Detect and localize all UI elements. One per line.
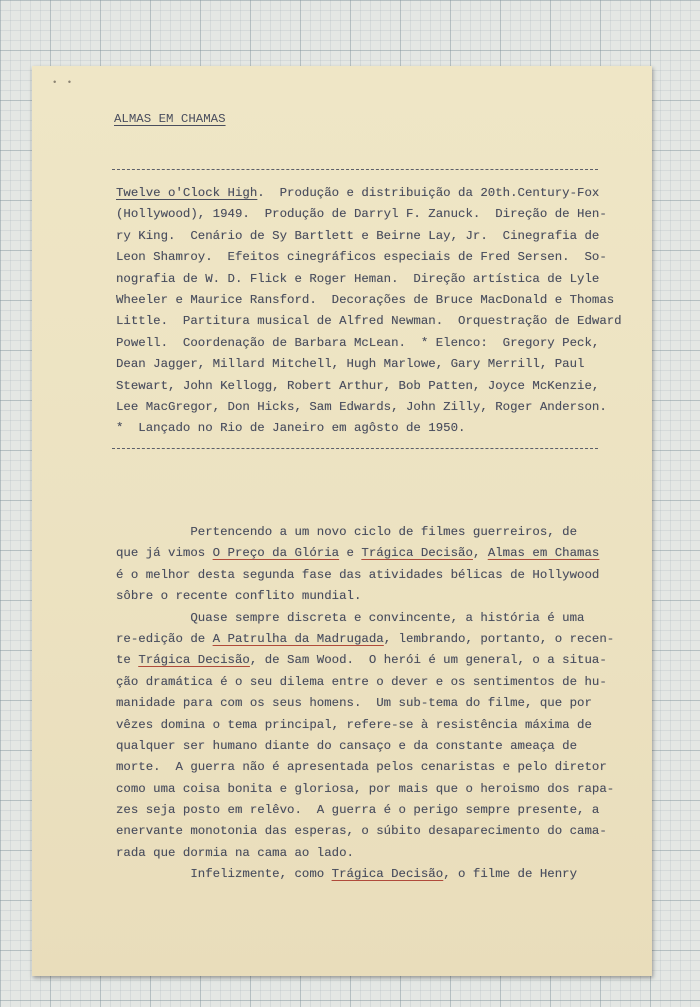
typed-text: Little. Partitura musical de Alfred Newman. Orquestração de Edward: [116, 314, 622, 329]
review-line: [116, 843, 616, 864]
film-title-reference: O Preço da Glória: [212, 546, 340, 561]
typed-text: nografia de W. D. Flick e Roger Heman. Direção artística de Lyle: [116, 271, 600, 286]
review-line: [116, 565, 616, 586]
typed-text: vêzes domina o tema principal, refere-se à resistência máxima de: [116, 717, 592, 732]
typed-text: zes seja posto em relêvo. A guerra é o perigo sempre presente, a: [116, 803, 600, 818]
typed-text: Infelizmente, como: [116, 867, 332, 882]
typed-text: sôbre o recente conflito mundial.: [116, 589, 362, 604]
divider-top: [112, 169, 598, 170]
typed-text: * Lançado no Rio de Janeiro em agôsto de 1950.: [116, 421, 466, 436]
typed-text: enervante monotonia das esperas, o súbito desaparecimento do cama-: [116, 824, 607, 839]
credits-line: [116, 226, 616, 247]
typed-text: Quase sempre discreta e convincente, a história é uma: [116, 610, 585, 625]
review-line: [116, 779, 616, 800]
typed-text: manidade para com os seus homens. Um sub-tema do filme, que por: [116, 696, 592, 711]
review-line: [116, 736, 616, 757]
typed-text: , o filme de Henry: [443, 867, 578, 882]
typed-text: re-edição de: [116, 631, 213, 646]
credits-line: [116, 397, 616, 418]
typed-text: Stewart, John Kellogg, Robert Arthur, Bob Patten, Joyce McKenzie,: [116, 378, 600, 393]
review-line: [116, 650, 616, 671]
typed-text: , lembrando, portanto, o recen-: [383, 631, 615, 646]
credits-line: [116, 183, 616, 204]
typed-text: (Hollywood), 1949. Produção de Darryl F. Zanuck. Direção de Hen-: [116, 207, 607, 222]
credits-line: [116, 354, 616, 375]
review-line: [116, 821, 616, 842]
typed-text: que já vimos: [116, 546, 213, 561]
review-line: [116, 629, 616, 650]
review-line: [116, 543, 616, 564]
film-title-reference: Trágica Decisão: [361, 546, 473, 561]
typed-text: morte. A guerra não é apresentada pelos cenaristas e pelo diretor: [116, 760, 607, 775]
review-line: [116, 672, 616, 693]
typed-text: ry King. Cenário de Sy Bartlett e Beirne Lay, Jr. Cinegrafia de: [116, 228, 600, 243]
punch-marks: • •: [52, 78, 75, 88]
typed-text: Dean Jagger, Millard Mitchell, Hugh Marlowe, Gary Merrill, Paul: [116, 357, 585, 372]
divider-bottom: [112, 448, 598, 449]
credits-line: [116, 269, 616, 290]
review-body: [116, 522, 616, 886]
typed-text: como uma coisa bonita e gloriosa, por mais que o heroismo dos rapa-: [116, 781, 615, 796]
typewritten-page: [32, 66, 652, 976]
review-line: [116, 757, 616, 778]
typed-text: ção dramática é o seu dilema entre o dever e os sentimentos de hu-: [116, 674, 607, 689]
credits-line: [116, 247, 616, 268]
typed-text: Powell. Coordenação de Barbara McLean. * Elenco: Gregory Peck,: [116, 335, 600, 350]
review-line: [116, 693, 616, 714]
credits-line: [116, 311, 622, 332]
typed-text: rada que dormia na cama ao lado.: [116, 845, 354, 860]
review-line: [116, 608, 616, 629]
typed-text: é o melhor desta segunda fase das atividades bélicas de Hollywood: [116, 567, 600, 582]
credits-line: [116, 376, 616, 397]
credits-line: [116, 204, 616, 225]
film-title-reference: Trágica Decisão: [138, 653, 250, 668]
typed-text: ,: [472, 546, 488, 561]
typed-text: qualquer ser humano diante do cansaço e da constante ameaça de: [116, 738, 578, 753]
film-title-underlined: Twelve o'Clock High: [116, 186, 258, 200]
film-credits-block: [116, 183, 622, 440]
typed-text: , de Sam Wood. O herói é um general, o a situa-: [249, 653, 607, 668]
typed-text: te: [116, 653, 139, 668]
review-line: [116, 522, 616, 543]
review-line: [116, 864, 616, 885]
credits-line: [116, 290, 616, 311]
typed-text: . Produção e distribuição da 20th.Century-Fox: [257, 186, 600, 200]
typed-text: Wheeler e Maurice Ransford. Decorações de Bruce MacDonald e Thomas: [116, 292, 615, 307]
page-title: ALMAS EM CHAMAS: [114, 112, 226, 126]
review-line: [116, 586, 616, 607]
credits-line: [116, 418, 616, 439]
review-line: [116, 715, 616, 736]
typed-text: Pertencendo a um novo ciclo de filmes guerreiros, de: [116, 525, 578, 539]
credits-line: [116, 333, 616, 354]
film-title-reference: Almas em Chamas: [487, 546, 600, 561]
typed-text: Lee MacGregor, Don Hicks, Sam Edwards, John Zilly, Roger Anderson.: [116, 399, 607, 414]
typed-text: Leon Shamroy. Efeitos cinegráficos especiais de Fred Sersen. So-: [116, 250, 607, 265]
film-title-reference: A Patrulha da Madrugada: [212, 631, 384, 646]
film-title-reference: Trágica Decisão: [331, 867, 444, 882]
typed-text: e: [339, 546, 362, 561]
review-line: [116, 800, 616, 821]
